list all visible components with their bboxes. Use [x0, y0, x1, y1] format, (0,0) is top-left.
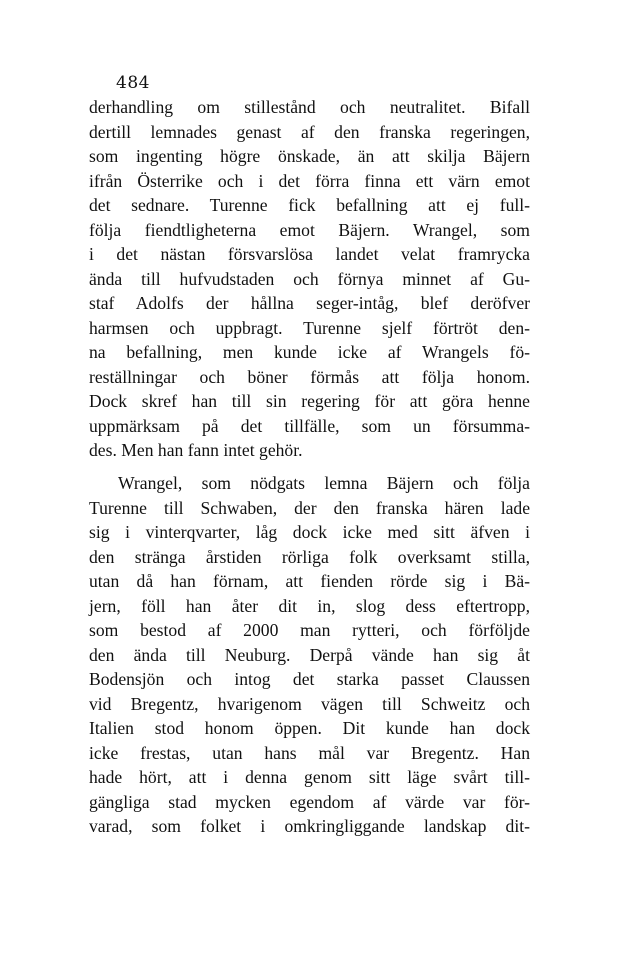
text-line: ifrån Österrike och i det förra finna ett värn emot [89, 170, 530, 191]
text-line: vid Bregentz, hvarigenom vägen till Schweitz och [89, 693, 530, 714]
text-line: följa fiendtligheterna emot Bäjern. Wrangel, som [89, 219, 530, 240]
text-line: derhandling om stillestånd och neutralitet. Bifall [89, 97, 530, 117]
text-line: hade hört, att i denna genom sitt läge svårt till- [89, 767, 530, 787]
text-line: harmsen och uppbragt. Turenne sjelf förtröt den- [89, 317, 530, 338]
text-line: det sednare. Turenne fick befallning att ej full- [89, 195, 530, 215]
text-line: dertill lemnades genast af den franska regeringen, [89, 121, 530, 142]
text-line: den ända till Neuburg. Derpå vände han sig åt [89, 644, 530, 665]
paragraph-2 [89, 471, 530, 839]
text-line: uppmärksam på det tillfälle, som un försumma- [89, 415, 530, 436]
paragraph-1 [89, 95, 530, 463]
text-line: varad, som folket i omkringliggande landskap dit- [89, 816, 530, 836]
text-line: den stränga årstiden rörliga folk overksamt stilla, [89, 546, 530, 567]
text-line: staf Adolfs der hållna seger-intåg, blef deröfver [89, 293, 530, 313]
text-line: gängliga stad mycken egendom af värde var för- [89, 791, 530, 812]
text-line: ända till hufvudstaden och förnya minnet af Gu- [89, 268, 530, 289]
text-line: reställningar och böner förmås att följa honom. [89, 366, 530, 387]
text-line: na befallning, men kunde icke af Wrangels fö- [89, 342, 530, 362]
page-number: 484 [116, 73, 150, 93]
text-line: Dock skref han till sin regering för att göra henne [89, 391, 530, 411]
text-line: icke frestas, utan hans mål var Bregentz. Han [89, 742, 530, 763]
text-line: som ingenting högre önskade, än att skilja Bäjern [89, 146, 530, 166]
text-line: som bestod af 2000 man rytteri, och förföljde [89, 620, 530, 640]
text-line: jern, föll han åter dit in, slog dess eftertropp, [89, 595, 530, 616]
text-line: Italien stod honom öppen. Dit kunde han dock [89, 718, 530, 738]
text-line: i det nästan försvarslösa landet velat framrycka [89, 244, 530, 264]
text-line: utan då han förnam, att fienden rörde sig i Bä- [89, 571, 530, 591]
text-line: Bodensjön och intog det starka passet Claussen [89, 669, 530, 689]
text-line: Turenne till Schwaben, der den franska hären lade [89, 497, 530, 518]
text-line: sig i vinterqvarter, låg dock icke med sitt äfven i [89, 522, 530, 542]
text-line: des. Men han fann intet gehör. [89, 440, 303, 460]
text-line: Wrangel, som nödgats lemna Bäjern och följa [118, 473, 530, 493]
